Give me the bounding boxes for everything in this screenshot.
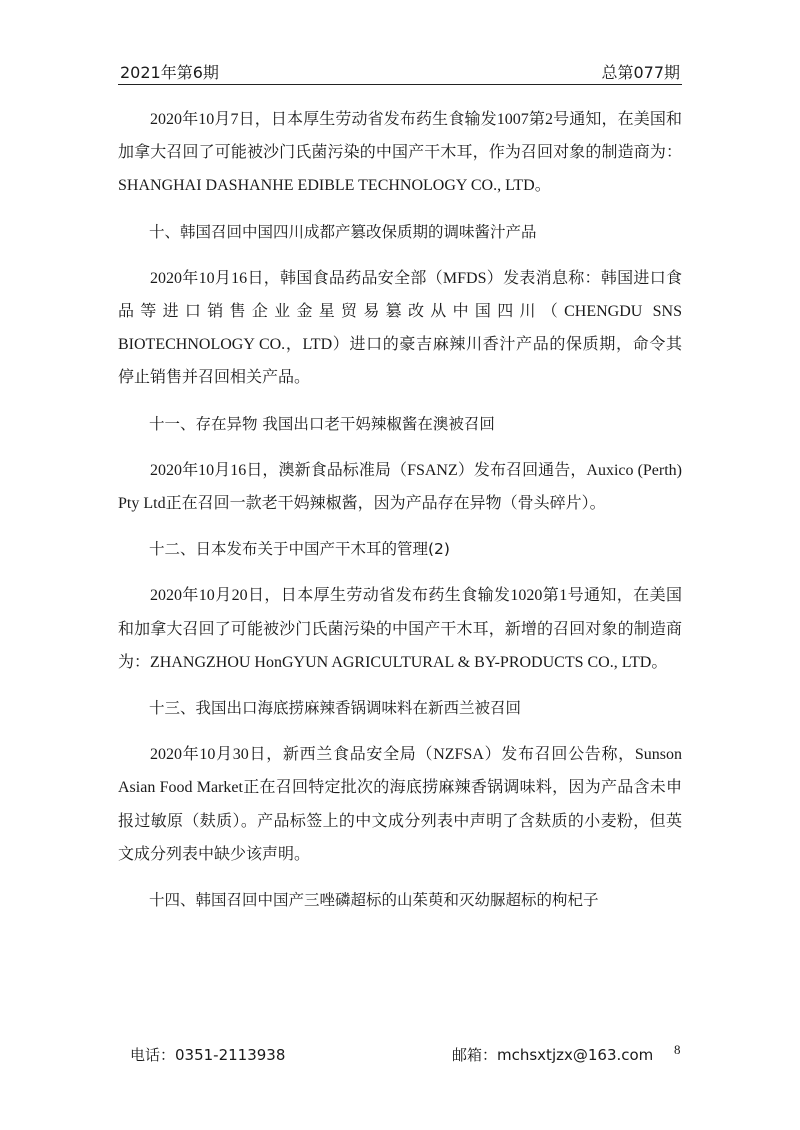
article-body [118, 103, 682, 930]
section-heading: 十、韩国召回中国四川成都产篡改保质期的调味酱汁产品 [149, 222, 537, 241]
total-issue-label: 总第077期 [601, 63, 680, 82]
section-heading: 十一、存在异物 我国出口老干妈辣椒酱在澳被召回 [149, 414, 495, 433]
footer-phone: 电话：0351-2113938 [130, 1046, 286, 1064]
paragraph: 2020年10月16日，韩国食品药品安全部（MFDS）发表消息称：韩国进口食品等进口销售企业金星贸易篡改从中国四川（CHENGDU SNS BIOTECHNOLOGY CO.，LTD）进口的豪吉麻辣川香汁产品的保质期，命令其停止销售并召回相关产品。 [118, 269, 682, 387]
issue-label: 2021年第6期 [120, 63, 219, 82]
section-heading: 十三、我国出口海底捞麻辣香锅调味料在新西兰被召回 [149, 699, 522, 718]
page-number: 8 [674, 1042, 681, 1057]
paragraph: 2020年10月20日，日本厚生劳动省发布药生食输发1020第1号通知，在美国和加拿大召回了可能被沙门氏菌污染的中国产干木耳，新增的召回对象的制造商为：ZHANGZHOU HonGYUN AGRICULTURAL & BY-PRODUCTS CO., LTD。 [118, 587, 682, 671]
page-footer [130, 1044, 690, 1068]
paragraph: 2020年10月30日，新西兰食品安全局（NZFSA）发布召回公告称，Sunson Asian Food Market正在召回特定批次的海底捞麻辣香锅调味料，因为产品含未申报过敏原（麸质）。产品标签上的中文成分列表中声明了含麸质的小麦粉，但英文成分列表中缺少该声明。 [118, 746, 682, 863]
paragraph: 2020年10月7日，日本厚生劳动省发布药生食输发1007第2号通知，在美国和加拿大召回了可能被沙门氏菌污染的中国产干木耳，作为召回对象的制造商为：SHANGHAI DASHANHE EDIBLE TECHNOLOGY CO., LTD。 [118, 111, 682, 195]
page-header [118, 58, 682, 85]
paragraph: 2020年10月16日，澳新食品标准局（FSANZ）发布召回通告，Auxico (Perth) Pty Ltd正在召回一款老干妈辣椒酱，因为产品存在异物（骨头碎片）。 [118, 461, 682, 513]
footer-email: 邮箱：mchsxtjzx@163.com [452, 1046, 654, 1064]
section-heading: 十四、韩国召回中国产三唑磷超标的山茱萸和灭幼脲超标的枸杞子 [149, 891, 599, 910]
section-heading: 十二、日本发布关于中国产干木耳的管理(2) [149, 540, 450, 559]
